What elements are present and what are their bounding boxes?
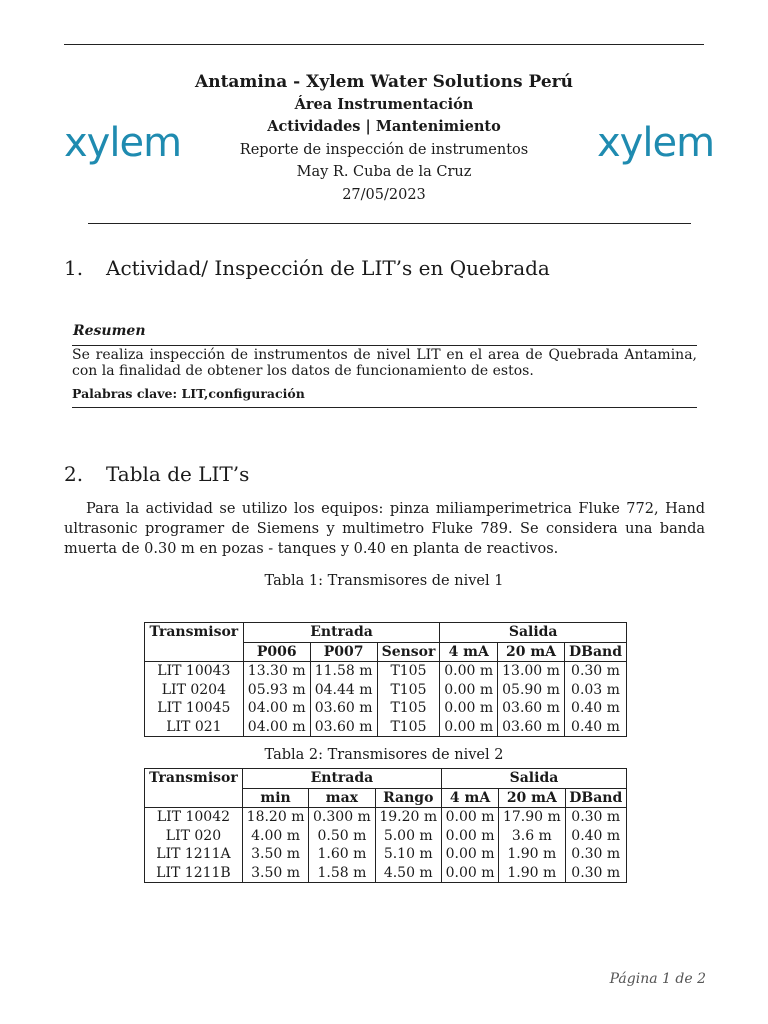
table-row — [145, 827, 627, 846]
section-1-number: 1. — [64, 256, 84, 280]
table-cell: 3.50 m — [242, 845, 308, 864]
table-1-col-header: DBand — [565, 642, 627, 662]
table-cell: LIT 021 — [145, 718, 244, 737]
table-cell: T105 — [377, 699, 440, 718]
table-cell: 13.30 m — [243, 662, 310, 681]
table-cell: 19.20 m — [375, 808, 441, 827]
table-cell: 0.50 m — [309, 827, 375, 846]
table-2 — [144, 768, 627, 883]
table-2-caption: Tabla 2: Transmisores de nivel 2 — [264, 747, 504, 763]
header-date: 27/05/2023 — [342, 186, 426, 203]
table-cell: 0.30 m — [565, 864, 626, 883]
table-cell: 0.00 m — [440, 662, 498, 681]
table-row — [145, 808, 627, 827]
table-cell: LIT 10045 — [145, 699, 244, 718]
header-activities: Actividades | Mantenimiento — [267, 118, 501, 135]
table-cell: 03.60 m — [498, 699, 565, 718]
table-1 — [144, 622, 627, 737]
table-cell: 03.60 m — [310, 718, 377, 737]
table-1-col-header: 20 mA — [498, 642, 565, 662]
header-report: Reporte de inspección de instrumentos — [239, 141, 529, 158]
table-2-col-header: 20 mA — [499, 788, 565, 808]
xylem-logo-left: xylem — [64, 120, 182, 166]
table-1-header-salida: Salida — [440, 623, 627, 643]
table-cell: 17.90 m — [499, 808, 565, 827]
table-1-col-header: P006 — [243, 642, 310, 662]
table-cell: T105 — [377, 662, 440, 681]
table-cell: 04.00 m — [243, 718, 310, 737]
table-1-header-entrada: Entrada — [243, 623, 440, 643]
table-cell: 0.00 m — [441, 845, 498, 864]
table-cell: 0.03 m — [565, 681, 627, 700]
table-cell: 1.90 m — [499, 864, 565, 883]
table-2-col-header: Rango — [375, 788, 441, 808]
abstract-top-rule — [72, 345, 697, 346]
table-row — [145, 864, 627, 883]
header-area: Área Instrumentación — [294, 95, 474, 113]
table-cell: LIT 020 — [145, 827, 243, 846]
table-cell: 5.00 m — [375, 827, 441, 846]
table-cell: 0.30 m — [565, 845, 626, 864]
table-cell: 03.60 m — [310, 699, 377, 718]
section-2-label: Tabla de LIT’s — [106, 462, 250, 486]
table-cell: 3.6 m — [499, 827, 565, 846]
table-cell: 5.10 m — [375, 845, 441, 864]
table-2-col-header: DBand — [565, 788, 626, 808]
table-1-header-transmisor: Transmisor — [145, 623, 244, 662]
table-row — [145, 681, 627, 700]
table-1-col-header: 4 mA — [440, 642, 498, 662]
table-row — [145, 662, 627, 681]
section-1-label: Actividad/ Inspección de LIT’s en Quebrada — [106, 256, 550, 280]
table-2-header-transmisor: Transmisor — [145, 769, 243, 808]
header-rule — [88, 223, 691, 224]
table-cell: LIT 0204 — [145, 681, 244, 700]
page-number: Página 1 de 2 — [609, 971, 706, 987]
table-cell: 0.40 m — [565, 718, 627, 737]
table-cell: LIT 1211B — [145, 864, 243, 883]
table-cell: 0.40 m — [565, 699, 627, 718]
table-cell: 0.300 m — [309, 808, 375, 827]
abstract-bottom-rule — [72, 407, 697, 408]
table-2-col-header: min — [242, 788, 308, 808]
section-1-title — [64, 256, 550, 280]
header-author: May R. Cuba de la Cruz — [296, 164, 472, 180]
table-cell: 0.00 m — [441, 864, 498, 883]
table-cell: 4.00 m — [242, 827, 308, 846]
table-cell: 05.90 m — [498, 681, 565, 700]
table-cell: T105 — [377, 681, 440, 700]
table-cell: LIT 10043 — [145, 662, 244, 681]
table-2-header-entrada: Entrada — [242, 769, 441, 789]
table-row — [145, 699, 627, 718]
abstract-keywords: Palabras clave: LIT,configuración — [72, 386, 305, 401]
table-2-header-salida: Salida — [441, 769, 626, 789]
table-cell: 04.00 m — [243, 699, 310, 718]
table-cell: T105 — [377, 718, 440, 737]
table-cell: 11.58 m — [310, 662, 377, 681]
table-2-col-header: 4 mA — [441, 788, 498, 808]
table-cell: 13.00 m — [498, 662, 565, 681]
header-title: Antamina - Xylem Water Solutions Perú — [195, 72, 573, 92]
table-cell: 0.00 m — [440, 718, 498, 737]
abstract-body: Se realiza inspección de instrumentos de nivel LIT en el area de Quebrada Antamina, con la finalidad de obtener los datos de funcionamiento de estos. — [72, 347, 697, 379]
table-cell: 0.00 m — [441, 827, 498, 846]
table-cell: 05.93 m — [243, 681, 310, 700]
section-2-number: 2. — [64, 462, 84, 486]
table-2-col-header: max — [309, 788, 375, 808]
table-cell: 0.40 m — [565, 827, 626, 846]
table-cell: LIT 1211A — [145, 845, 243, 864]
table-cell: 18.20 m — [242, 808, 308, 827]
table-cell: 1.90 m — [499, 845, 565, 864]
table-cell: 04.44 m — [310, 681, 377, 700]
table-1-col-header: P007 — [310, 642, 377, 662]
section-2-paragraph: Para la actividad se utilizo los equipos: pinza miliamperimetrica Fluke 772, Hand ultrasonic programer de Siemens y multimetro Fluke 789. Se considera una banda muerta de 0.30 m en pozas - tanques y 0.40 en planta de reactivos. — [64, 501, 705, 557]
table-cell: 0.00 m — [441, 808, 498, 827]
table-cell: 0.30 m — [565, 808, 626, 827]
table-1-col-header: Sensor — [377, 642, 440, 662]
table-cell: 0.00 m — [440, 699, 498, 718]
table-cell: 03.60 m — [498, 718, 565, 737]
top-rule — [64, 44, 704, 45]
table-1-caption: Tabla 1: Transmisores de nivel 1 — [264, 573, 504, 589]
document-header — [184, 71, 584, 206]
table-cell: 1.58 m — [309, 864, 375, 883]
table-row — [145, 718, 627, 737]
abstract-heading: Resumen — [73, 323, 146, 339]
xylem-logo-right: xylem — [597, 120, 715, 166]
table-cell: LIT 10042 — [145, 808, 243, 827]
table-cell: 0.30 m — [565, 662, 627, 681]
table-cell: 0.00 m — [440, 681, 498, 700]
table-row — [145, 845, 627, 864]
table-cell: 1.60 m — [309, 845, 375, 864]
table-cell: 4.50 m — [375, 864, 441, 883]
section-2-title — [64, 462, 249, 486]
table-cell: 3.50 m — [242, 864, 308, 883]
